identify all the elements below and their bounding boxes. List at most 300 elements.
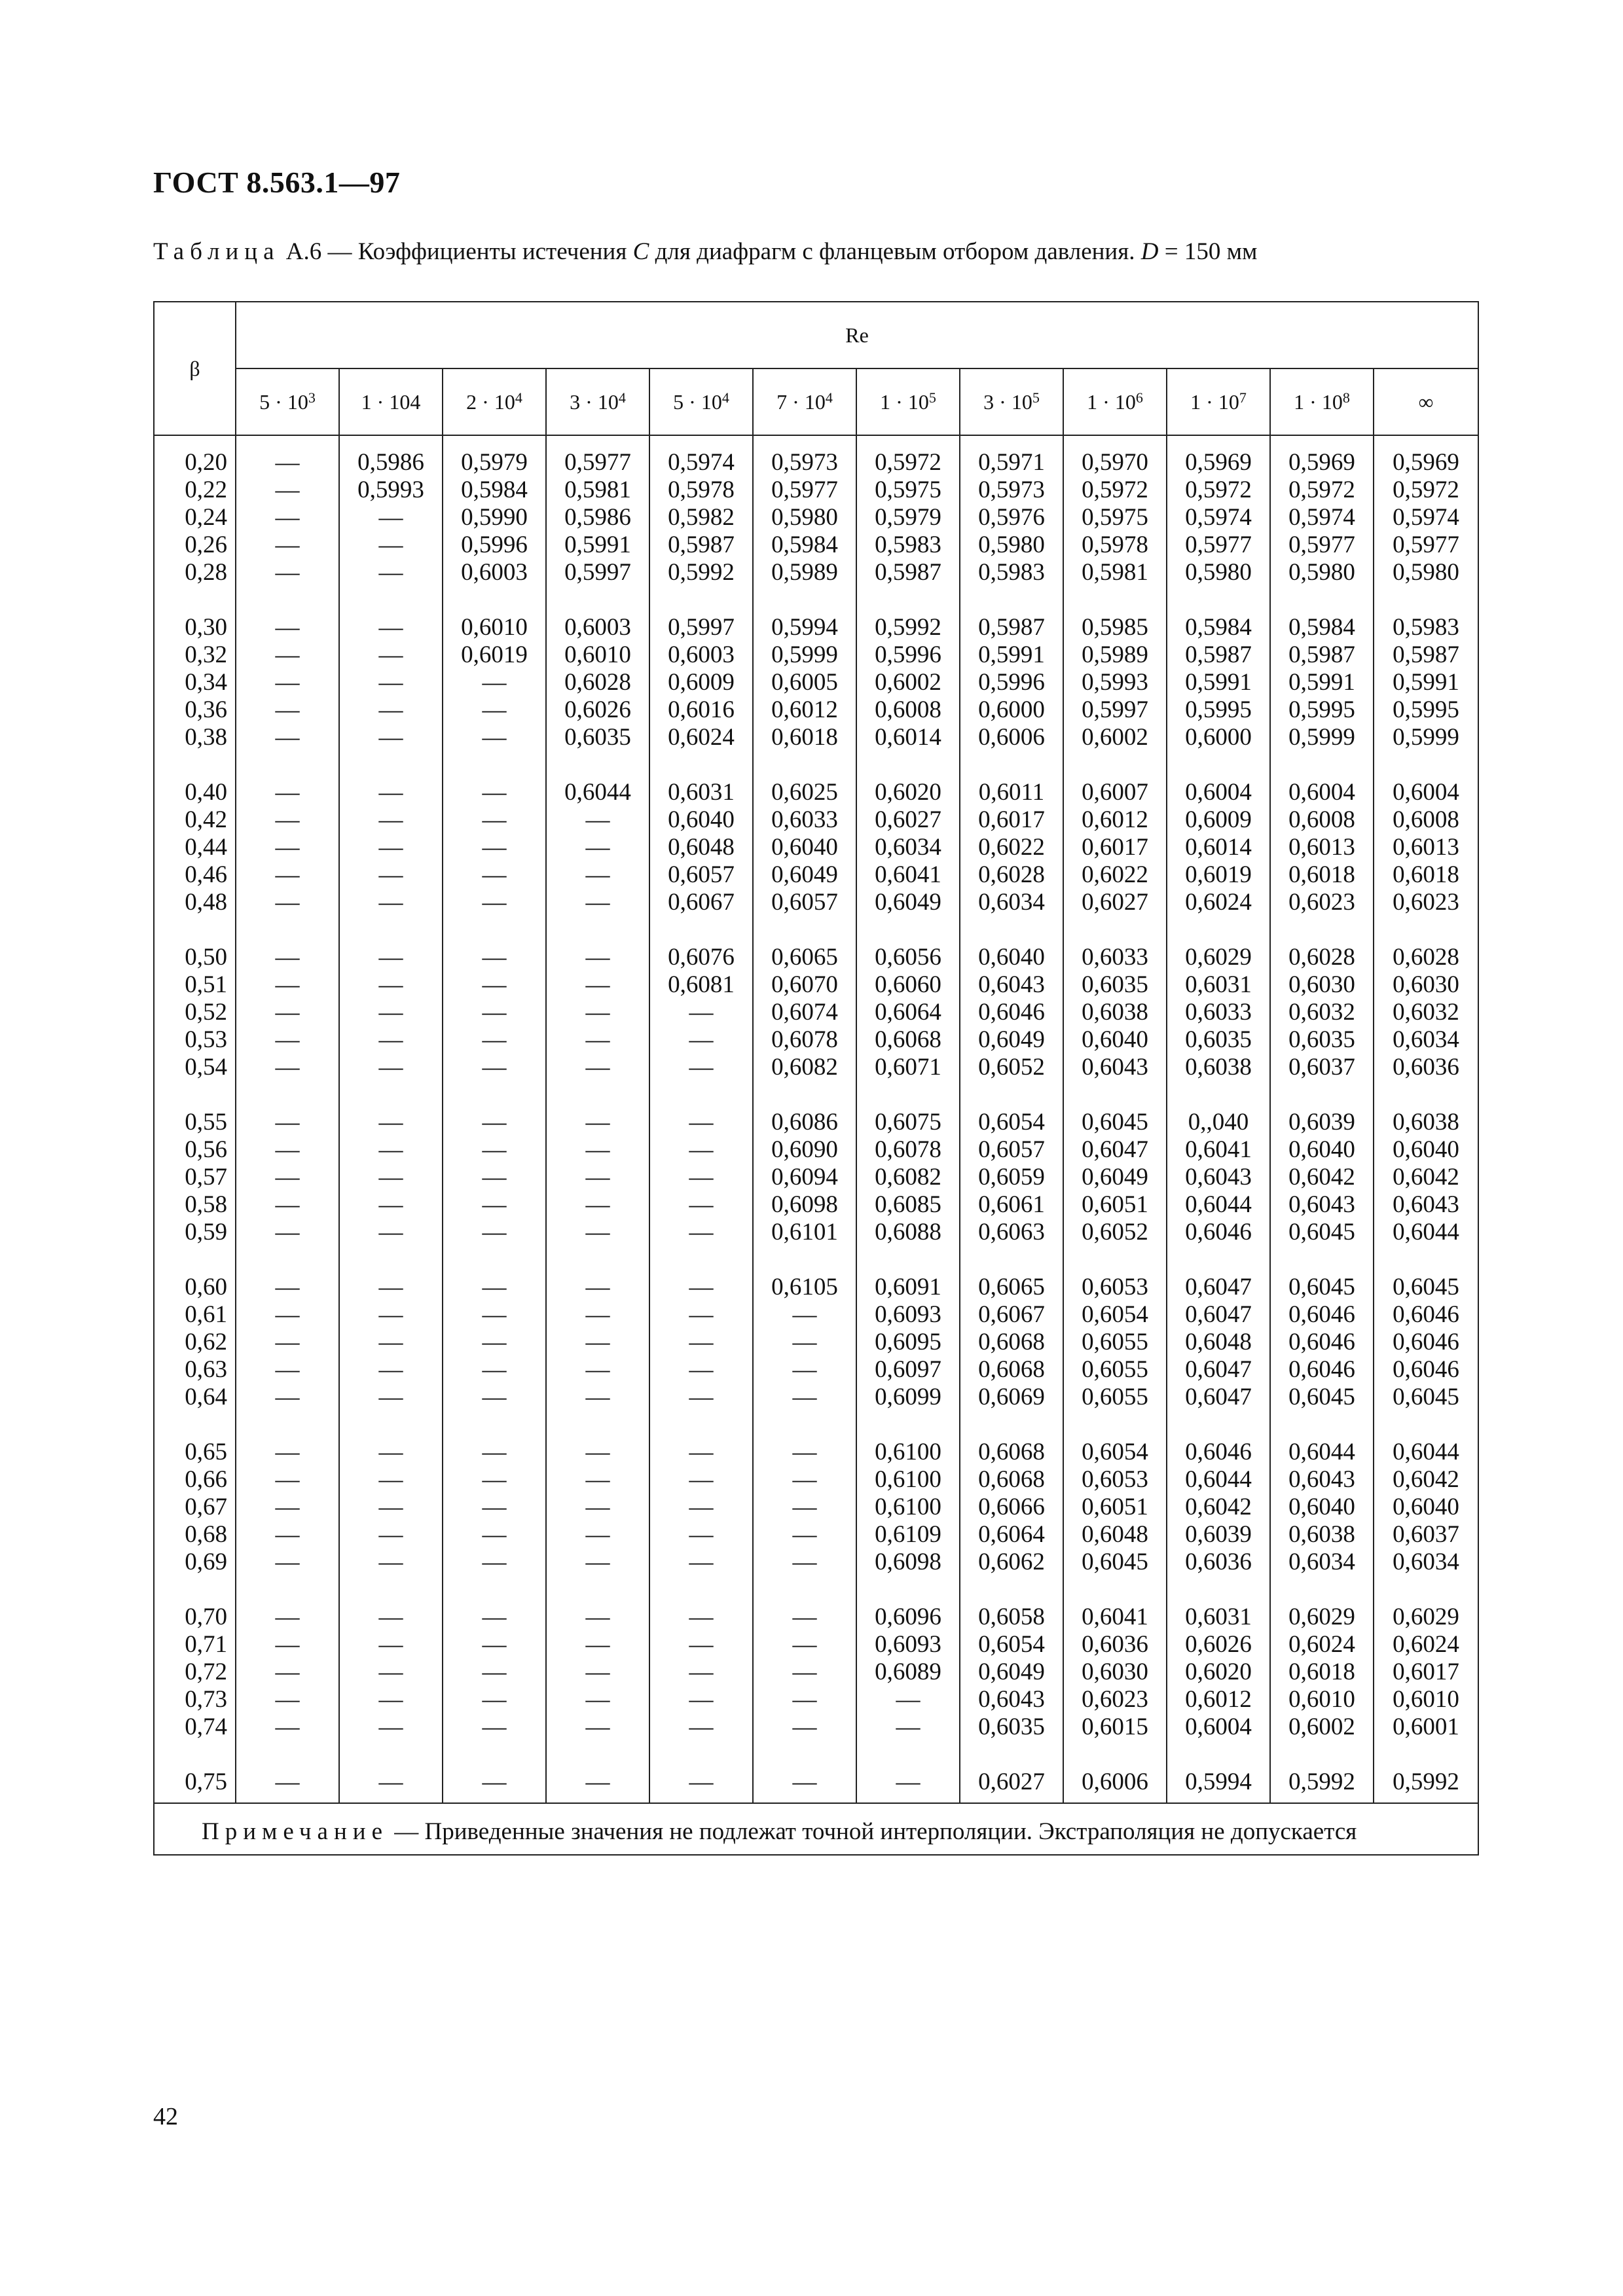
coefficient-value: 0,5978 (668, 476, 735, 503)
coefficient-value: — (585, 889, 610, 916)
coefficient-value: — (378, 1301, 403, 1328)
coefficient-value: — (275, 1439, 300, 1465)
coefficient-value: — (585, 1191, 610, 1218)
coefficient-value: 0,6009 (1185, 806, 1252, 833)
coefficient-value: 0,6004 (1393, 779, 1459, 806)
re-column-base: 3 · 10 (570, 390, 619, 414)
coefficient-value: — (585, 1274, 610, 1300)
coefficient-value: — (378, 504, 403, 531)
coefficient-value: 0,6007 (1082, 779, 1148, 806)
beta-value: 0,28 (185, 559, 227, 586)
coefficient-value: — (378, 1219, 403, 1246)
coefficient-value: 0,5991 (1185, 669, 1252, 696)
re-column-exponent: 4 (618, 389, 626, 406)
coefficient-value: 0,5977 (564, 449, 631, 476)
coefficient-value: — (585, 1631, 610, 1658)
re-column-header (1063, 368, 1167, 435)
coefficient-value: 0,6035 (1185, 1026, 1252, 1053)
coefficient-value: — (378, 999, 403, 1026)
coefficient-value: 0,6046 (978, 999, 1045, 1026)
coefficient-value: — (585, 999, 610, 1026)
coefficient-value: — (378, 779, 403, 806)
coefficient-value: 0,6100 (875, 1466, 941, 1493)
coefficient-value: 0,6045 (1288, 1219, 1355, 1246)
re-column-base: 1 · 10 (880, 390, 929, 414)
coefficient-value: 0,6055 (1082, 1384, 1148, 1410)
coefficient-value: — (585, 1466, 610, 1493)
coefficient-value: — (482, 1054, 507, 1081)
coefficient-value: 0,6100 (875, 1494, 941, 1520)
coefficient-value: — (689, 1301, 714, 1328)
re-column-base: 2 · 10 (466, 390, 515, 414)
coefficient-value: 0,6054 (978, 1109, 1045, 1136)
coefficient-value: 0,6013 (1288, 834, 1355, 861)
coefficient-value: 0,6068 (978, 1466, 1045, 1493)
coefficient-value: 0,6023 (1288, 889, 1355, 916)
coefficient-value: — (792, 1713, 817, 1740)
coefficient-value: — (275, 531, 300, 558)
coefficient-value: 0,6000 (1185, 724, 1252, 751)
coefficient-value: — (482, 1659, 507, 1685)
table-note (154, 1803, 1478, 1855)
coefficient-value: — (275, 1329, 300, 1355)
coefficient-value: 0,6057 (771, 889, 838, 916)
coefficient-value: 0,6067 (668, 889, 735, 916)
coefficient-value: 0,6048 (668, 834, 735, 861)
coefficient-value: 0,5991 (1393, 669, 1459, 696)
coefficient-value: 0,6045 (1082, 1109, 1148, 1136)
coefficient-value: 0,6010 (461, 614, 528, 641)
coefficient-value: 0,6018 (771, 724, 838, 751)
coefficient-value: 0,6024 (1185, 889, 1252, 916)
coefficient-value: 0,6014 (1185, 834, 1252, 861)
coefficient-value: 0,6022 (978, 834, 1045, 861)
coefficient-value: 0,5997 (564, 559, 631, 586)
coefficient-value: 0,6043 (1185, 1164, 1252, 1191)
coefficient-value: 0,6036 (1393, 1054, 1459, 1081)
coefficient-value: 0,6082 (771, 1054, 838, 1081)
coefficient-value: — (689, 1686, 714, 1713)
coefficient-value: 0,5974 (1185, 504, 1252, 531)
beta-value: 0,20 (185, 449, 227, 476)
coefficient-value: 0,6059 (978, 1164, 1045, 1191)
coefficient-value: 0,6057 (668, 861, 735, 888)
coefficient-value: 0,5975 (875, 476, 941, 503)
coefficient-value: 0,6034 (1393, 1026, 1459, 1053)
coefficient-value: 0,5970 (1082, 449, 1148, 476)
coefficient-value: 0,5994 (1185, 1768, 1252, 1795)
coefficient-value: 0,6047 (1185, 1274, 1252, 1300)
coefficient-value: 0,5978 (1082, 531, 1148, 558)
coefficient-value: 0,5972 (1082, 476, 1148, 503)
coefficient-column (649, 435, 753, 1803)
coefficient-value: 0,6046 (1185, 1439, 1252, 1465)
coefficient-value: 0,6032 (1288, 999, 1355, 1026)
coefficient-value: 0,6010 (1288, 1686, 1355, 1713)
coefficient-value: — (275, 724, 300, 751)
coefficient-value: — (378, 834, 403, 861)
coefficient-value: 0,6069 (978, 1384, 1045, 1410)
coefficient-value: — (689, 1329, 714, 1355)
coefficient-value: 0,6047 (1082, 1136, 1148, 1163)
coefficient-value: — (275, 971, 300, 998)
beta-value: 0,51 (185, 971, 227, 998)
coefficient-value: 0,6034 (978, 889, 1045, 916)
coefficient-value: 0,6049 (771, 861, 838, 888)
coefficient-value: 0,6074 (771, 999, 838, 1026)
coefficient-value: 0,6046 (1393, 1356, 1459, 1383)
document-title: ГОСТ 8.563.1—97 (153, 166, 401, 199)
coefficient-value: 0,6033 (1082, 944, 1148, 971)
coefficient-value: 0,6040 (1288, 1494, 1355, 1520)
coefficient-value: 0,5969 (1288, 449, 1355, 476)
coefficient-value: 0,6033 (771, 806, 838, 833)
coefficient-value: 0,6023 (1393, 889, 1459, 916)
re-column-exponent: 5 (928, 389, 936, 406)
coefficient-value: — (378, 1466, 403, 1493)
coefficient-value: 0,6037 (1393, 1521, 1459, 1548)
caption-label: Таблица (153, 238, 280, 265)
coefficient-value: — (378, 1521, 403, 1548)
coefficient-value: 0,6001 (1393, 1713, 1459, 1740)
coefficient-value: 0,6065 (771, 944, 838, 971)
coefficient-value: — (482, 779, 507, 806)
coefficient-value: — (689, 1384, 714, 1410)
coefficient-value: 0,6026 (1185, 1631, 1252, 1658)
beta-value: 0,74 (185, 1713, 227, 1740)
coefficient-value: 0,5980 (978, 531, 1045, 558)
coefficient-value: 0,5974 (1393, 504, 1459, 531)
coefficient-value: 0,6035 (1288, 1026, 1355, 1053)
coefficient-value: 0,6016 (668, 696, 735, 723)
coefficient-column (546, 435, 649, 1803)
coefficient-value: — (896, 1768, 921, 1795)
coefficient-value: — (275, 889, 300, 916)
coefficient-value: 0,6025 (771, 779, 838, 806)
coefficient-column (753, 435, 856, 1803)
coefficient-value: — (482, 724, 507, 751)
coefficient-value: — (275, 1549, 300, 1575)
beta-value: 0,46 (185, 861, 227, 888)
note-text: — Приведенные значения не подлежат точной интерполяции. Экстраполяция не допускается (388, 1818, 1357, 1845)
coefficient-value: 0,5973 (771, 449, 838, 476)
coefficient-value: 0,6040 (668, 806, 735, 833)
coefficient-value: 0,6055 (1082, 1329, 1148, 1355)
coefficient-column (1063, 435, 1167, 1803)
coefficient-value: — (378, 1439, 403, 1465)
coefficient-value: 0,6043 (1288, 1191, 1355, 1218)
coefficient-value: 0,6003 (564, 614, 631, 641)
coefficient-value: 0,5975 (1082, 504, 1148, 531)
caption-text-2: для диафрагм с фланцевым отбором давления. (649, 238, 1141, 265)
coefficient-value: 0,6109 (875, 1521, 941, 1548)
coefficient-value: 0,5999 (1288, 724, 1355, 751)
coefficient-value: 0,6060 (875, 971, 941, 998)
coefficient-value: 0,5992 (668, 559, 735, 586)
coefficient-value: 0,6030 (1393, 971, 1459, 998)
coefficient-value: 0,6082 (875, 1164, 941, 1191)
coefficient-value: — (585, 1136, 610, 1163)
beta-value: 0,55 (185, 1109, 227, 1136)
coefficient-value: 0,6045 (1393, 1384, 1459, 1410)
coefficient-value: 0,6071 (875, 1054, 941, 1081)
coefficient-value: 0,5996 (978, 669, 1045, 696)
coefficient-value: 0,6019 (461, 641, 528, 668)
coefficient-value: — (482, 696, 507, 723)
coefficient-value: 0,6035 (978, 1713, 1045, 1740)
coefficient-value: 0,6058 (978, 1604, 1045, 1630)
table-body (154, 435, 1478, 1803)
coefficient-value: — (792, 1521, 817, 1548)
coefficient-column (960, 435, 1063, 1803)
coefficient-value: — (378, 1136, 403, 1163)
coefficient-value: — (275, 779, 300, 806)
coefficient-value: 0,6029 (1288, 1604, 1355, 1630)
coefficient-value: — (275, 1631, 300, 1658)
coefficient-value: 0,6040 (1393, 1136, 1459, 1163)
coefficient-column (856, 435, 960, 1803)
coefficient-value: — (378, 669, 403, 696)
coefficient-value: — (585, 1549, 610, 1575)
coefficient-value: 0,5981 (564, 476, 631, 503)
coefficient-value: 0,5993 (357, 476, 424, 503)
coefficient-value: 0,6010 (1393, 1686, 1459, 1713)
coefficient-value: — (585, 944, 610, 971)
coefficient-value: — (275, 1219, 300, 1246)
coefficient-value: 0,6054 (1082, 1439, 1148, 1465)
coefficient-value: 0,6028 (1393, 944, 1459, 971)
coefficient-value: — (585, 971, 610, 998)
coefficient-value: 0,6049 (978, 1659, 1045, 1685)
coefficient-value: 0,6054 (978, 1631, 1045, 1658)
coefficient-value: — (378, 559, 403, 586)
coefficient-value: 0,6005 (771, 669, 838, 696)
beta-value: 0,32 (185, 641, 227, 668)
coefficient-value: 0,6063 (978, 1219, 1045, 1246)
coefficient-value: 0,6006 (1082, 1768, 1148, 1795)
coefficient-value: — (482, 1494, 507, 1520)
coefficient-value: — (378, 1026, 403, 1053)
coefficient-value: 0,6053 (1082, 1274, 1148, 1300)
coefficient-value: 0,6040 (978, 944, 1045, 971)
coefficient-value: 0,6047 (1185, 1384, 1252, 1410)
coefficient-value: — (378, 1109, 403, 1136)
coefficient-value: 0,6052 (1082, 1219, 1148, 1246)
coefficient-value: 0,5991 (1288, 669, 1355, 696)
coefficient-value: 0,6019 (1185, 861, 1252, 888)
coefficient-value: — (792, 1329, 817, 1355)
coefficient-value: — (689, 1466, 714, 1493)
coefficient-value: 0,6046 (1393, 1329, 1459, 1355)
coefficient-column (1270, 435, 1374, 1803)
beta-value: 0,64 (185, 1384, 227, 1410)
coefficient-value: — (585, 1384, 610, 1410)
coefficient-value: 0,6004 (1185, 779, 1252, 806)
coefficient-value: — (378, 806, 403, 833)
coefficient-value: 0,6017 (1082, 834, 1148, 861)
coefficient-value: 0,6044 (1185, 1466, 1252, 1493)
coefficient-value: 0,5977 (771, 476, 838, 503)
coefficient-value: — (585, 1521, 610, 1548)
coefficient-value: 0,6013 (1393, 834, 1459, 861)
coefficient-value: — (482, 1521, 507, 1548)
coefficient-value: — (378, 1054, 403, 1081)
coefficient-value: — (275, 1686, 300, 1713)
coefficient-value: 0,5991 (978, 641, 1045, 668)
coefficient-value: 0,6036 (1185, 1549, 1252, 1575)
coefficient-value: 0,5987 (1185, 641, 1252, 668)
coefficient-value: — (275, 1521, 300, 1548)
beta-value: 0,57 (185, 1164, 227, 1191)
beta-value: 0,75 (185, 1768, 227, 1795)
coefficient-value: 0,5987 (978, 614, 1045, 641)
coefficient-value: 0,6043 (978, 971, 1045, 998)
coefficient-value: — (378, 1659, 403, 1685)
re-column-header (1374, 368, 1478, 435)
re-column-base: 7 · 10 (776, 390, 826, 414)
coefficient-value: 0,5987 (668, 531, 735, 558)
coefficient-value: 0,5979 (461, 449, 528, 476)
coefficient-value: 0,6053 (1082, 1466, 1148, 1493)
coefficient-value: 0,6027 (978, 1768, 1045, 1795)
coefficient-value: — (275, 944, 300, 971)
coefficient-value: — (585, 1054, 610, 1081)
coefficient-value: 0,6098 (771, 1191, 838, 1218)
coefficient-value: 0,6044 (1288, 1439, 1355, 1465)
coefficient-value: — (482, 1631, 507, 1658)
beta-value: 0,69 (185, 1549, 227, 1575)
beta-value: 0,59 (185, 1219, 227, 1246)
coefficient-value: — (792, 1768, 817, 1795)
coefficient-value: 0,6043 (1393, 1191, 1459, 1218)
beta-value: 0,65 (185, 1439, 227, 1465)
coefficient-value: — (482, 834, 507, 861)
coefficient-value: 0,6041 (1185, 1136, 1252, 1163)
coefficient-value: 0,6023 (1082, 1686, 1148, 1713)
coefficient-value: 0,6043 (1288, 1466, 1355, 1493)
beta-column (154, 435, 236, 1803)
coefficient-value: — (275, 1136, 300, 1163)
coefficient-value: 0,6046 (1393, 1301, 1459, 1328)
coefficient-value: 0,6002 (1082, 724, 1148, 751)
coefficient-value: — (275, 1191, 300, 1218)
coefficient-value: 0,6065 (978, 1274, 1045, 1300)
coefficient-value: 0,6056 (875, 944, 941, 971)
coefficient-value: 0,6045 (1082, 1549, 1148, 1575)
coefficient-value: 0,6020 (875, 779, 941, 806)
re-column-exponent: 4 (825, 389, 833, 406)
coefficient-value: — (275, 806, 300, 833)
coefficient-value: — (689, 999, 714, 1026)
coefficient-value: — (689, 1713, 714, 1740)
coefficient-value: — (378, 889, 403, 916)
coefficient-value: — (482, 1356, 507, 1383)
re-column-base: 5 · 10 (673, 390, 722, 414)
coefficient-value: 0,6045 (1393, 1274, 1459, 1300)
coefficient-value: 0,6101 (771, 1219, 838, 1246)
coefficient-value: 0,6090 (771, 1136, 838, 1163)
coefficient-value: — (792, 1604, 817, 1630)
coefficient-value: 0,6015 (1082, 1713, 1148, 1740)
beta-value: 0,53 (185, 1026, 227, 1053)
coefficient-value: 0,6078 (875, 1136, 941, 1163)
coefficient-value: — (275, 1604, 300, 1630)
coefficient-value: — (482, 1164, 507, 1191)
coefficient-value: 0,6064 (978, 1521, 1045, 1548)
coefficient-value: 0,6006 (978, 724, 1045, 751)
coefficient-value: 0,6012 (1185, 1686, 1252, 1713)
coefficient-value: 0,5987 (1393, 641, 1459, 668)
coefficient-value: — (275, 696, 300, 723)
coefficient-value: 0,6068 (875, 1026, 941, 1053)
coefficient-value: 0,5972 (1393, 476, 1459, 503)
coefficient-value: 0,6038 (1082, 999, 1148, 1026)
re-header: Re (236, 302, 1478, 368)
coefficient-value: — (482, 1219, 507, 1246)
caption-symbol-c: C (632, 238, 649, 265)
coefficient-value: 0,5969 (1185, 449, 1252, 476)
coefficient-value: — (689, 1026, 714, 1053)
coefficient-value: 0,6034 (875, 834, 941, 861)
coefficient-value: — (378, 1768, 403, 1795)
coefficient-value: 0,5969 (1393, 449, 1459, 476)
coefficient-value: — (585, 1026, 610, 1053)
coefficient-value: 0,5984 (461, 476, 528, 503)
coefficient-value: 0,6026 (564, 696, 631, 723)
coefficient-value: — (378, 1356, 403, 1383)
coefficient-value: 0,5980 (1185, 559, 1252, 586)
coefficient-value: — (792, 1659, 817, 1685)
coefficient-value: 0,5974 (668, 449, 735, 476)
coefficient-value: 0,5972 (1185, 476, 1252, 503)
coefficient-value: 0,6040 (1082, 1026, 1148, 1053)
beta-value: 0,40 (185, 779, 227, 806)
coefficient-value: — (275, 999, 300, 1026)
coefficient-value: 0,6035 (1082, 971, 1148, 998)
coefficient-value: 0,6024 (1393, 1631, 1459, 1658)
coefficient-value: — (585, 1439, 610, 1465)
coefficient-value: — (275, 476, 300, 503)
re-column-headers (154, 368, 1478, 435)
coefficient-value: 0,6078 (771, 1026, 838, 1053)
coefficient-value: — (585, 1329, 610, 1355)
coefficient-value: — (275, 1274, 300, 1300)
coefficient-table (153, 301, 1479, 1856)
coefficient-value: 0,5976 (978, 504, 1045, 531)
re-column-exponent: 4 (515, 389, 522, 406)
coefficient-value: 0,6045 (1288, 1384, 1355, 1410)
coefficient-value: 0,6047 (1185, 1301, 1252, 1328)
coefficient-value: — (482, 806, 507, 833)
coefficient-value: 0,6038 (1288, 1521, 1355, 1548)
table-caption (153, 238, 1257, 266)
re-column-header (1167, 368, 1270, 435)
coefficient-value: — (378, 944, 403, 971)
beta-value: 0,73 (185, 1686, 227, 1713)
coefficient-value: — (482, 1109, 507, 1136)
coefficient-value: 0,,040 (1188, 1109, 1249, 1136)
coefficient-value: 0,5977 (1288, 531, 1355, 558)
coefficient-value: 0,6029 (1185, 944, 1252, 971)
coefficient-value: 0,6003 (668, 641, 735, 668)
coefficient-value: — (482, 1191, 507, 1218)
coefficient-value: — (689, 1109, 714, 1136)
re-column-header (960, 368, 1063, 435)
coefficient-value: 0,6088 (875, 1219, 941, 1246)
coefficient-value: — (689, 1631, 714, 1658)
coefficient-value: — (275, 669, 300, 696)
coefficient-value: 0,6027 (1082, 889, 1148, 916)
